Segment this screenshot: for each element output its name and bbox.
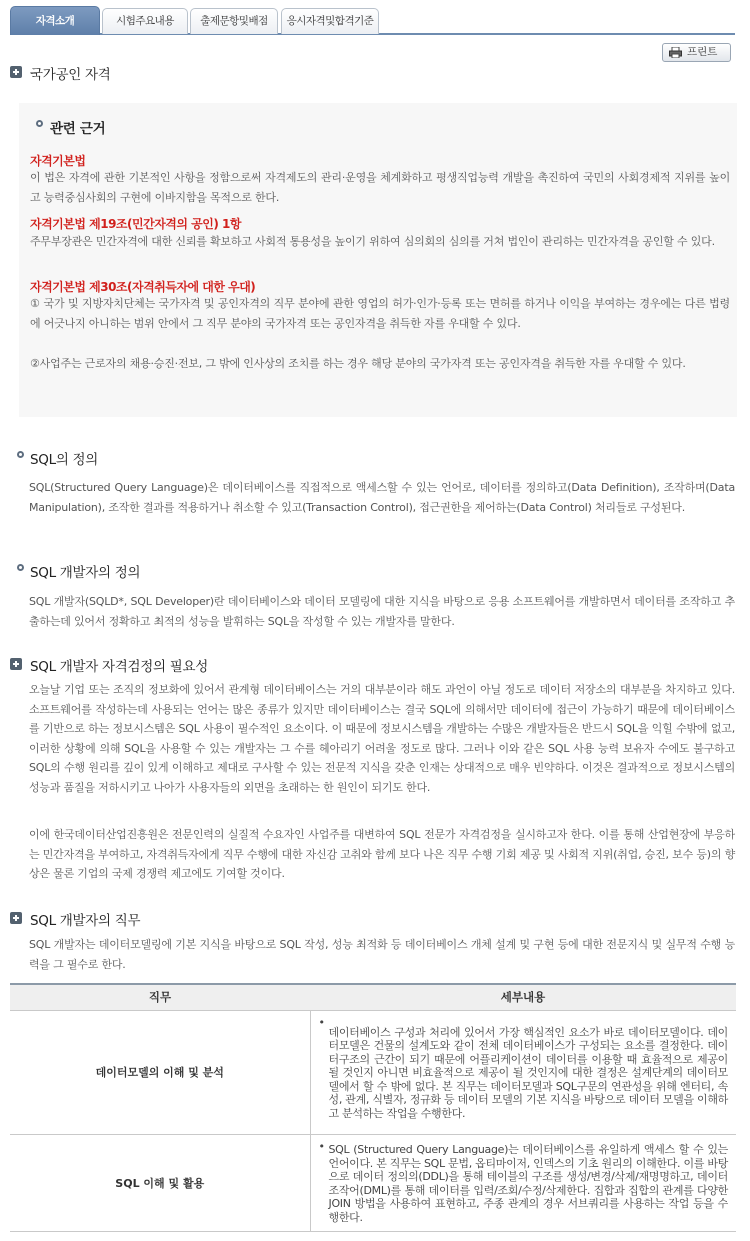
table-row xyxy=(10,1134,736,1231)
table-cell-detail: • SQL (Structured Query Language)는 데이터베이스를 유일하게 액세스 할 수 있는 언어이다. 본 직무는 SQL 문법, 옵티마이저, 인덱스의 기초 원리의 이해한다. 이를 바탕으로 데이터 정의의(DDL)을 통해 테이블의 구조를 생성/변경/삭제/재명명하고, 데이터 조작어(DML)를 통해 데이터를 입력/조회/수정/삭제한다. 집합과 집합의 관계를 다양한 JOIN 방법을 사용하여 표현하고, 주종 관계의 경우 서브쿼리를 사용하는 작업 등을 수행한다. xyxy=(310,1134,736,1231)
duty-table xyxy=(10,983,736,1232)
section-heading-duty: SQL 개발자의 직무 xyxy=(10,909,140,929)
law3-text-1: ① 국가 및 지방자치단체는 국가자격 및 공인자격의 직무 분야에 관한 영업의 허가·인가·등록 또는 면허를 하거나 이익을 부여하는 경우에는 다른 법령에 어긋나지 아니하는 범위 안에서 그 직무 분야의 국가자격 또는 공인자격을 취득한 자를 우대할 수 있다. xyxy=(30,297,730,330)
law3-text-2: ②사업주는 근로자의 채용·승진·전보, 그 밖에 인사상의 조치를 하는 경우 해당 분야의 국가자격 또는 공인자격을 취득한 자를 우대할 수 있다. xyxy=(30,357,686,370)
section-heading-necessity: SQL 개발자 자격검정의 필요성 xyxy=(10,655,208,675)
law1-text: 이 법은 자격에 관한 기본적인 사항을 정함으로써 자격제도의 관리·운영을 체계화하고 평생직업능력 개발을 촉진하여 국민의 사회경제적 지위를 높이고 능력중심사회의 구현에 이바지함을 목적으로 한다. xyxy=(30,171,730,204)
sql-developer-definition-heading: SQL 개발자의 정의 xyxy=(17,561,140,581)
duty-text: SQL 개발자는 데이터모델링에 기본 지식을 바탕으로 SQL 작성, 성능 최적화 등 데이터베이스 개체 설계 및 구현 등에 대한 전문지식 및 실무적 수행 능력을 그 필수로 한다. xyxy=(29,938,735,971)
table-cell-duty: SQL 이해 및 활용 xyxy=(10,1134,310,1231)
law2-text: 주무부장관은 민간자격에 대한 신뢰를 확보하고 사회적 통용성을 높이기 위하여 심의회의 심의를 거쳐 법인이 관리하는 민간자격을 공인할 수 있다. xyxy=(30,235,715,248)
print-button[interactable] xyxy=(662,43,731,62)
circle-bullet-icon xyxy=(36,120,43,127)
table-row xyxy=(10,1010,736,1134)
sql-developer-definition-text: SQL 개발자(SQLD*, SQL Developer)란 데이터베이스와 데이터 모델링에 대한 지식을 바탕으로 응용 소프트웨어를 개발하면서 데이터를 조작하고 추출하는데 있어서 정확하고 최적의 성능을 발휘하는 SQL을 작성할 수 있는 개발자를 말한다. xyxy=(29,595,735,628)
table-header-row xyxy=(10,984,736,1010)
tab-questions-and-scores[interactable]: 출제문항및배점 xyxy=(190,8,278,34)
circle-bullet-icon xyxy=(17,451,24,458)
law3-title: 자격기본법 제30조(자격취득자에 대한 우대) xyxy=(30,280,256,294)
table-header-duty: 직무 xyxy=(10,984,310,1010)
plus-square-icon xyxy=(10,912,22,924)
necessity-text-1: 오늘날 기업 또는 조직의 정보화에 있어서 관계형 데이터베이스는 거의 대부분이라 해도 과언이 아닐 정도로 데이터 저장소의 대부분을 차지하고 있다. 소프트웨어를 작성하는데 사용되는 언어는 많은 종류가 있지만 데이터베이스는 결국 SQL에 의해서만 데이터에 접근이 가능하기 때문에 데이터베이스를 기반으로 하는 정보시스템은 SQL 사용이 필수적인 요소이다. 이 때문에 정보시스템을 개발하는 수많은 개발자들은 반드시 SQL을 익힐 수밖에 없고, 이러한 상황에 의해 SQL을 사용할 수 있는 개발자는 그 수를 헤아리기 어려울 정도로 많다. 그러나 이와 같은 SQL 사용 능력 보유자 수에도 불구하고 SQL의 수행 원리를 깊이 있게 이해하고 제대로 구사할 수 있는 전문적 지식을 갖춘 인재는 상대적으로 매우 빈약하다. 이것은 결과적으로 정보시스템의 성능과 품질을 저하시키고 나아가 사용자들의 외면을 초래하는 한 원인이 되기도 한다. xyxy=(29,683,735,794)
table-cell-duty: 데이터모델의 이해 및 분석 xyxy=(10,1010,310,1134)
law2-title: 자격기본법 제19조(민간자격의 공인) 1항 xyxy=(30,217,241,231)
tab-exam-content[interactable]: 시험주요내용 xyxy=(102,8,188,34)
table-cell-detail: • 데이터베이스 구성과 처리에 있어서 가장 핵심적인 요소가 바로 데이터모델이다. 데이터모델은 건물의 설계도와 같이 전체 데이터베이스가 구성되는 요소를 결정한다. 데이터구조의 근간이 되기 때문에 어플리케이션이 데이터를 이용할 때 효율적으로 제공이 될 것인지 아니면 비효율적으로 제공이 될 것인지에 대한 결정은 설계단계의 데이터모델에서 할 수 밖에 없다. 본 직무는 데이터모델과 SQL구문의 연관성을 위해 엔터티, 속성, 관계, 식별자, 정규화 등 데이터 모델의 기본 지식을 바탕으로 데이터 모델을 이해하고 분석하는 작업을 수행한다. xyxy=(310,1010,736,1134)
tab-eligibility-and-pass[interactable]: 응시자격및합격기준 xyxy=(281,8,379,34)
table-header-detail: 세부내용 xyxy=(310,984,736,1010)
section-heading-national: 국가공인 자격 xyxy=(10,63,110,83)
law1-title: 자격기본법 xyxy=(30,154,86,168)
tab-qualification-intro[interactable]: 자격소개 xyxy=(10,6,100,35)
printer-icon xyxy=(669,47,682,58)
necessity-text-2: 이에 한국데이터산업진흥원은 전문인력의 실질적 수요자인 사업주를 대변하여 SQL 전문가 자격검정을 실시하고자 한다. 이를 통해 산업현장에 부응하는 민간자격을 부여하고, 자격취득자에게 직무 수행에 대한 자신감 고취와 함께 보다 나은 직무 수행 기회 제공 및 사회적 지위(취업, 승진, 보수 등)의 향상은 물론 기업의 국제 경쟁력 제고에도 기여할 것이다. xyxy=(29,828,735,880)
sql-definition-text: SQL(Structured Query Language)은 데이터베이스를 직접적으로 액세스할 수 있는 언어로, 데이터를 정의하고(Data Definition), 조작하며(Data Manipulation), 조작한 결과를 적용하거나 취소할 수 있고(Transaction Control), 접근권한을 제어하는(Data Control) 처리들로 구성된다. xyxy=(29,481,735,514)
tab-bar xyxy=(10,6,735,35)
circle-bullet-icon xyxy=(17,564,24,571)
plus-square-icon xyxy=(10,66,22,78)
plus-square-icon xyxy=(10,658,22,670)
sql-definition-heading: SQL의 정의 xyxy=(17,448,98,468)
legal-basis-heading: 관련 근거 xyxy=(36,117,105,137)
print-label: 프린트 xyxy=(687,46,718,58)
